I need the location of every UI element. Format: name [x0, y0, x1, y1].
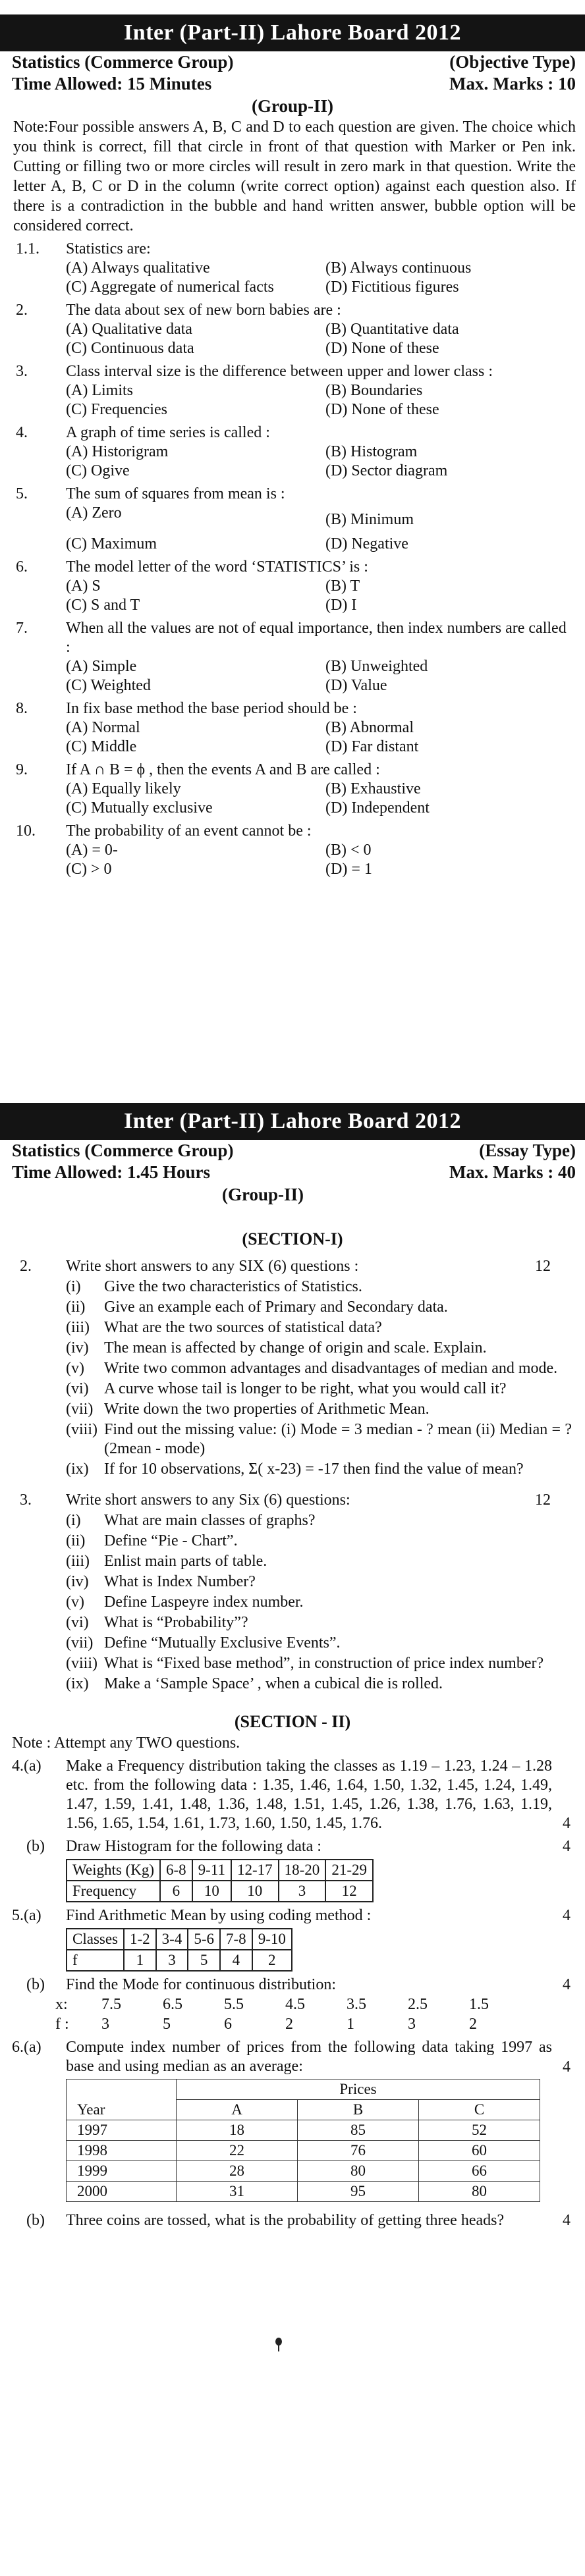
price-index-table — [66, 2079, 540, 2202]
header-row-1 — [0, 51, 585, 73]
question-text: Class interval size is the difference between upper and lower class : — [66, 363, 493, 380]
option-c: (C) > 0 — [66, 861, 112, 878]
question-number: 2. — [20, 1258, 32, 1275]
question-text: Draw Histogram for the following data : — [66, 1838, 321, 1855]
option-a: (A) Qualitative data — [66, 321, 192, 338]
answer-options — [66, 259, 572, 297]
long-question-5b — [0, 1975, 585, 1995]
objective-paper — [0, 0, 585, 1039]
table-cell: 10 — [192, 1881, 231, 1902]
option-c: (C) Ogive — [66, 462, 130, 479]
roman-numeral: (iii) — [66, 1319, 90, 1336]
short-question-3 — [0, 1491, 585, 1694]
option-a: (A) Limits — [66, 382, 133, 399]
sub-question-text: What is “Probability”? — [104, 1614, 248, 1631]
roman-numeral: (viii) — [66, 1655, 98, 1672]
question-marks: 4 — [563, 1838, 571, 1855]
question-number: (b) — [26, 1838, 45, 1855]
option-c: (C) Aggregate of numerical facts — [66, 279, 274, 296]
table-row — [67, 2161, 540, 2182]
option-d: (D) Value — [325, 677, 387, 694]
question-number: (b) — [26, 1976, 45, 1993]
mcq-question — [0, 301, 585, 358]
f-value: 3 — [408, 2016, 416, 2033]
option-b: (B) Always continuous — [325, 259, 472, 277]
table-header-cell: f — [67, 1950, 124, 1971]
sub-question-text: Give an example each of Primary and Secondary data. — [104, 1299, 448, 1316]
option-c: (C) S and T — [66, 597, 140, 614]
option-d: (D) Sector diagram — [325, 462, 448, 479]
option-c: (C) Maximum — [66, 535, 157, 552]
x-value: 4.5 — [285, 1996, 305, 2013]
mode-distribution — [0, 1995, 585, 2034]
question-number: 4.(a) — [12, 1758, 42, 1775]
pin-icon — [274, 2338, 283, 2352]
question-marks: 12 — [535, 1491, 551, 1509]
question-text: Three coins are tossed, what is the probability of getting three heads? — [66, 2212, 505, 2229]
sub-question — [66, 1654, 572, 1673]
table-header-cell: A — [177, 2100, 298, 2120]
sub-question — [66, 1613, 572, 1632]
question-text: Write short answers to any Six (6) questions: — [66, 1491, 350, 1509]
answer-options — [66, 577, 572, 615]
table-cell: 9-10 — [252, 1929, 292, 1950]
sub-question — [66, 1552, 572, 1571]
x-value: 5.5 — [224, 1996, 244, 2013]
table-cell: 80 — [419, 2182, 540, 2202]
roman-numeral: (ix) — [66, 1675, 89, 1692]
table-cell: 80 — [298, 2161, 419, 2182]
table-cell: 5-6 — [188, 1929, 220, 1950]
table-cell: 66 — [419, 2161, 540, 2182]
sub-question — [66, 1675, 572, 1694]
table-row — [67, 1881, 373, 1902]
sub-question-text: Find out the missing value: (i) Mode = 3 median - ? mean (ii) Median = ? (2mean - mode) — [104, 1421, 572, 1457]
table-cell: 1999 — [67, 2161, 177, 2182]
question-number: 6. — [16, 558, 28, 576]
question-text: Find the Mode for continuous distribution: — [66, 1976, 336, 1993]
option-b: (B) Exhaustive — [325, 780, 421, 797]
roman-numeral: (vii) — [66, 1401, 94, 1418]
question-text: When all the values are not of equal importance, then index numbers are called : — [66, 620, 567, 656]
question-marks: 4 — [563, 1976, 571, 1993]
answer-options — [66, 841, 572, 879]
sub-question — [66, 1298, 572, 1317]
option-b: (B) T — [325, 577, 360, 595]
option-c: (C) Weighted — [66, 677, 151, 694]
x-label: x: — [55, 1996, 68, 2013]
sub-question-text: What is “Fixed base method”, in construction of price index number? — [104, 1655, 544, 1672]
sub-question-text: Write down the two properties of Arithmetic Mean. — [104, 1401, 430, 1418]
option-a: (A) = 0- — [66, 842, 118, 859]
table-cell: 52 — [419, 2120, 540, 2141]
table-cell: 1-2 — [124, 1929, 156, 1950]
x-value: 3.5 — [347, 1996, 366, 2013]
marks-label: Max. Marks : 40 — [449, 1162, 576, 1182]
table-header-cell: B — [298, 2100, 419, 2120]
paper-banner: Inter (Part-II) Lahore Board 2012 — [0, 14, 585, 51]
table-cell: 95 — [298, 2182, 419, 2202]
mcq-question — [0, 558, 585, 615]
question-number: 5. — [16, 485, 28, 502]
table-cell: 3 — [156, 1950, 188, 1971]
table-cell: 4 — [220, 1950, 252, 1971]
sub-question-text: What are the two sources of statistical data? — [104, 1319, 382, 1336]
long-question-6b — [0, 2211, 585, 2230]
question-number: 9. — [16, 761, 28, 778]
long-question-6a — [0, 2038, 585, 2076]
f-value: 2 — [469, 2016, 477, 2033]
option-b: (B) < 0 — [325, 842, 372, 859]
group-label: (Group-II) — [251, 96, 334, 116]
roman-numeral: (vii) — [66, 1634, 94, 1651]
option-d: (D) = 1 — [325, 861, 372, 878]
answer-options — [66, 381, 572, 419]
table-header-cell: Classes — [67, 1929, 124, 1950]
question-number: 3. — [16, 363, 28, 380]
option-b: (B) Abnormal — [325, 719, 414, 736]
short-question-2 — [0, 1257, 585, 1479]
option-d: (D) Fictitious figures — [325, 279, 459, 296]
group-label: (Group-II) — [221, 1185, 304, 1204]
table-row — [67, 2182, 540, 2202]
x-value: 6.5 — [163, 1996, 182, 2013]
x-value: 2.5 — [408, 1996, 428, 2013]
f-value: 1 — [347, 2016, 354, 2033]
table-cell: 85 — [298, 2120, 419, 2141]
table-cell: 6 — [160, 1881, 192, 1902]
sub-question — [66, 1318, 572, 1337]
question-text: The data about sex of new born babies are : — [66, 302, 341, 319]
f-values-row — [55, 2014, 585, 2034]
sub-question-text: A curve whose tail is longer to be right, what you would call it? — [104, 1380, 507, 1397]
sub-question — [66, 1420, 572, 1459]
table-cell: 12 — [325, 1881, 373, 1902]
mcq-question — [0, 485, 585, 554]
sub-question — [66, 1460, 572, 1479]
marks-label: Max. Marks : 10 — [449, 74, 576, 94]
roman-numeral: (v) — [66, 1360, 84, 1377]
subject-label: Statistics (Commerce Group) — [12, 1140, 234, 1160]
question-number: 3. — [20, 1491, 32, 1509]
option-a: (A) Zero — [66, 504, 122, 522]
question-text: If A ∩ B = ϕ , then the events A and B are called : — [66, 761, 380, 778]
section-2-heading: (SECTION - II) — [234, 1712, 351, 1731]
question-marks: 4 — [563, 1907, 571, 1924]
table-row — [67, 2120, 540, 2141]
sub-question — [66, 1634, 572, 1653]
sub-question-text: The mean is affected by change of origin and scale. Explain. — [104, 1339, 487, 1356]
histogram-data-table — [66, 1859, 374, 1902]
table-cell: 1998 — [67, 2141, 177, 2161]
subject-label: Statistics (Commerce Group) — [12, 52, 234, 72]
question-number: 8. — [16, 700, 28, 717]
sub-question — [66, 1339, 572, 1358]
long-question-4a — [0, 1757, 585, 1833]
question-number: (b) — [26, 2212, 45, 2229]
answer-options — [66, 780, 572, 818]
answer-options — [66, 320, 572, 358]
question-number: 4. — [16, 424, 28, 441]
table-cell: 22 — [177, 2141, 298, 2161]
option-a: (A) Equally likely — [66, 780, 181, 797]
sub-question-text: Give the two characteristics of Statistics. — [104, 1278, 362, 1295]
f-value: 2 — [285, 2016, 293, 2033]
question-marks: 4 — [563, 2212, 571, 2229]
sub-question — [66, 1359, 572, 1378]
option-a: (A) S — [66, 577, 101, 595]
table-cell: 18 — [177, 2120, 298, 2141]
table-header-cell: Year — [67, 2080, 177, 2120]
mcq-question — [0, 822, 585, 879]
roman-numeral: (iv) — [66, 1339, 89, 1356]
question-text: Make a Frequency distribution taking the classes as 1.19 – 1.23, 1.24 – 1.28 etc. from the following data : 1.35, 1.46, 1.64, 1.50, 1.32, 1.45, 1.24, 1.49, 1.47, 1.59, 1.41, 1.48, 1.36, 1.48, 1.51, 1.45, 1.26, 1.38, 1.76, 1.63, 1.19, 1.56, 1.65, 1.54, 1.61, 1.73, 1.60, 1.50, 1.45, 1.76. — [66, 1758, 552, 1832]
question-number: 5.(a) — [12, 1907, 42, 1924]
roman-numeral: (i) — [66, 1278, 81, 1295]
roman-numeral: (iii) — [66, 1553, 90, 1570]
question-number: 1.1. — [16, 240, 40, 257]
question-text: The sum of squares from mean is : — [66, 485, 285, 502]
x-value: 7.5 — [101, 1996, 121, 2013]
f-value: 5 — [163, 2016, 171, 2033]
sub-question — [66, 1593, 572, 1612]
question-number: 10. — [16, 822, 36, 840]
sub-question-text: Write two common advantages and disadvantages of median and mode. — [104, 1360, 558, 1377]
roman-numeral: (iv) — [66, 1573, 89, 1590]
mcq-list — [0, 240, 585, 879]
answer-options — [66, 657, 572, 695]
option-d: (D) Independent — [325, 799, 430, 817]
instructions-note: Note:Four possible answers A, B, C and D to each question are given. The choice which you think is correct, fill that circle in front of that question with Marker or Pen ink. Cutting or filling two or more circles will result in zero mark in that question. Write the letter A, B, C or D in the column (write correct option) against each question also. If there is a contradiction in the bubble and hand written answer, bubble option will be considered correct. — [13, 119, 576, 234]
question-text: Statistics are: — [66, 240, 151, 257]
sub-question — [66, 1380, 572, 1399]
table-header-cell: Frequency — [67, 1881, 160, 1902]
table-cell: 21-29 — [325, 1860, 373, 1881]
table-cell: 2 — [252, 1950, 292, 1971]
question-marks: 4 — [563, 1815, 571, 1832]
table-row — [67, 1860, 373, 1881]
x-values-row — [55, 1995, 585, 2014]
question-marks: 4 — [563, 2058, 571, 2076]
long-question-4b — [0, 1837, 585, 1902]
roman-numeral: (viii) — [66, 1421, 98, 1438]
option-d: (D) Negative — [325, 535, 408, 552]
section-2-note: Note : Attempt any TWO questions. — [12, 1734, 240, 1752]
header-row-2 — [0, 73, 585, 95]
coding-method-table — [66, 1928, 292, 1972]
section-1-heading: (SECTION-I) — [242, 1229, 343, 1248]
sub-question-text: What are main classes of graphs? — [104, 1512, 316, 1529]
x-value: 1.5 — [469, 1996, 489, 2013]
option-d: (D) Far distant — [325, 738, 419, 755]
option-c: (C) Continuous data — [66, 340, 194, 357]
table-cell: 12-17 — [231, 1860, 279, 1881]
question-marks: 12 — [535, 1258, 551, 1275]
option-c: (C) Middle — [66, 738, 137, 755]
sub-question — [66, 1532, 572, 1551]
option-a: (A) Normal — [66, 719, 140, 736]
table-cell: 76 — [298, 2141, 419, 2161]
table-cell: 7-8 — [220, 1929, 252, 1950]
question-text: Compute index number of prices from the following data taking 1997 as base and using median as an average: — [66, 2039, 552, 2075]
question-text: In fix base method the base period should be : — [66, 700, 357, 717]
table-row — [67, 2141, 540, 2161]
f-value: 6 — [224, 2016, 232, 2033]
answer-options — [66, 443, 572, 481]
option-d: (D) None of these — [325, 340, 439, 357]
answer-options — [66, 504, 572, 554]
table-header-cell: Prices — [177, 2080, 540, 2100]
table-row — [67, 1929, 292, 1950]
option-d: (D) None of these — [325, 401, 439, 418]
mcq-question — [0, 761, 585, 818]
paper-type-label: (Essay Type) — [479, 1140, 576, 1160]
option-b: (B) Quantitative data — [325, 321, 459, 338]
question-text: Write short answers to any SIX (6) questions : — [66, 1258, 359, 1275]
roman-numeral: (ix) — [66, 1461, 89, 1478]
sub-question-text: What is Index Number? — [104, 1573, 256, 1590]
question-text: The probability of an event cannot be : — [66, 822, 312, 840]
table-row — [67, 2080, 540, 2100]
mcq-question — [0, 423, 585, 481]
table-cell: 28 — [177, 2161, 298, 2182]
sub-question — [66, 1572, 572, 1592]
option-c: (C) Frequencies — [66, 401, 167, 418]
sub-question-text: Define “Pie - Chart”. — [104, 1532, 238, 1549]
table-cell: 1 — [124, 1950, 156, 1971]
option-b: (B) Boundaries — [325, 382, 423, 399]
sub-question-text: Define Laspeyre index number. — [104, 1594, 304, 1611]
roman-numeral: (vi) — [66, 1614, 89, 1631]
sub-question — [66, 1511, 572, 1530]
roman-numeral: (ii) — [66, 1532, 86, 1549]
sub-question-text: Enlist main parts of table. — [104, 1553, 267, 1570]
option-b: (B) Unweighted — [325, 658, 428, 675]
mcq-question — [0, 699, 585, 757]
table-cell: 9-11 — [192, 1860, 231, 1881]
f-value: 3 — [101, 2016, 109, 2033]
table-cell: 31 — [177, 2182, 298, 2202]
header-row-2 — [0, 1162, 585, 1183]
long-question-5a — [0, 1906, 585, 1972]
table-row — [67, 1950, 292, 1971]
option-b: (B) Histogram — [325, 443, 418, 460]
table-cell: 1997 — [67, 2120, 177, 2141]
time-label: Time Allowed: 1.45 Hours — [12, 1162, 211, 1182]
table-header-cell: Weights (Kg) — [67, 1860, 160, 1881]
mcq-question — [0, 240, 585, 297]
roman-numeral: (ii) — [66, 1299, 86, 1316]
sub-question-text: Define “Mutually Exclusive Events”. — [104, 1634, 341, 1651]
table-cell: 3 — [279, 1881, 326, 1902]
header-row-1 — [0, 1140, 585, 1162]
sub-question-text: Make a ‘Sample Space’ , when a cubical die is rolled. — [104, 1675, 443, 1692]
table-header-cell: C — [419, 2100, 540, 2120]
question-number: 6.(a) — [12, 2039, 42, 2056]
question-text: The model letter of the word ‘STATISTICS’ is : — [66, 558, 368, 576]
table-cell: 60 — [419, 2141, 540, 2161]
paper-type-label: (Objective Type) — [449, 52, 576, 72]
table-cell: 5 — [188, 1950, 220, 1971]
table-cell: 2000 — [67, 2182, 177, 2202]
sub-question-text: If for 10 observations, Σ( x-23) = -17 then find the value of mean? — [104, 1461, 524, 1478]
option-b: (B) Minimum — [325, 511, 414, 528]
question-text: A graph of time series is called : — [66, 424, 270, 441]
f-label: f : — [55, 2016, 69, 2033]
mcq-question — [0, 362, 585, 419]
question-number: 7. — [16, 620, 28, 637]
option-a: (A) Historigram — [66, 443, 169, 460]
sub-question — [66, 1400, 572, 1419]
time-label: Time Allowed: 15 Minutes — [12, 74, 212, 94]
roman-numeral: (i) — [66, 1512, 81, 1529]
roman-numeral: (v) — [66, 1594, 84, 1611]
table-cell: 10 — [231, 1881, 279, 1902]
option-d: (D) I — [325, 597, 357, 614]
option-a: (A) Always qualitative — [66, 259, 210, 277]
table-cell: 3-4 — [156, 1929, 188, 1950]
answer-options — [66, 718, 572, 757]
option-c: (C) Mutually exclusive — [66, 799, 213, 817]
question-number: 2. — [16, 302, 28, 319]
roman-numeral: (vi) — [66, 1380, 89, 1397]
question-text: Find Arithmetic Mean by using coding method : — [66, 1907, 372, 1924]
table-cell: 6-8 — [160, 1860, 192, 1881]
option-a: (A) Simple — [66, 658, 137, 675]
paper-banner: Inter (Part-II) Lahore Board 2012 — [0, 1103, 585, 1140]
sub-question — [66, 1277, 572, 1297]
mcq-question — [0, 619, 585, 695]
table-cell: 18-20 — [279, 1860, 326, 1881]
essay-paper — [0, 1096, 585, 2576]
